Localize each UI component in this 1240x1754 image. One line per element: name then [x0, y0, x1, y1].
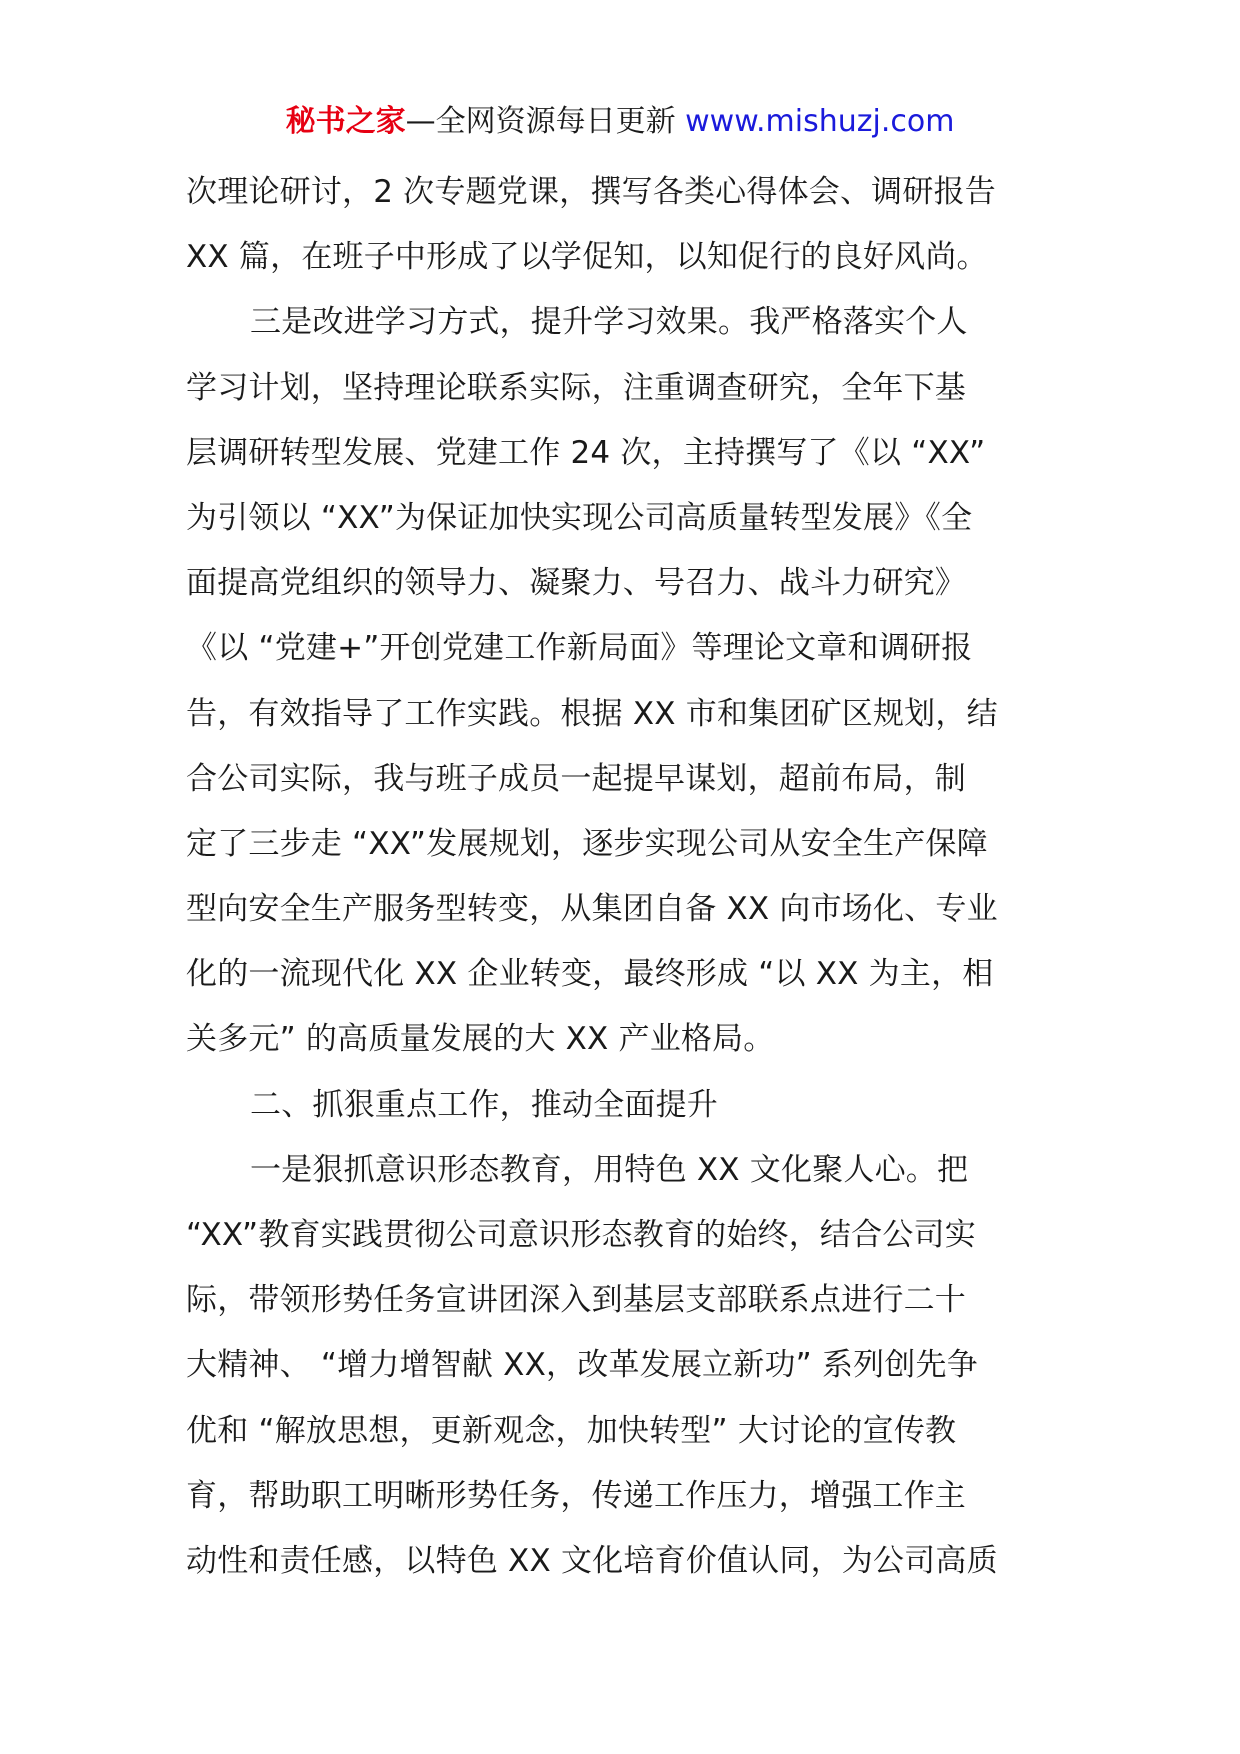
- text-line: 型向安全生产服务型转变，从集团自备 XX 向市场化、专业: [186, 891, 998, 928]
- text-line: XX 篇，在班子中形成了以学促知，以知促行的良好风尚。: [186, 239, 988, 276]
- text-line: 一是狠抓意识形态教育，用特色 XX 文化聚人心。把: [250, 1151, 969, 1188]
- text-line: 学习计划，坚持理论联系实际，注重调查研究，全年下基: [186, 369, 966, 406]
- text-line: 动性和责任感，以特色 XX 文化培育价值认同，为公司高质: [186, 1542, 998, 1579]
- text-line: 次理论研讨，2 次专题党课，撰写各类心得体会、调研报告: [186, 174, 996, 210]
- text-line: 二、抓狠重点工作，推动全面提升: [250, 1086, 718, 1123]
- text-line: 际，带领形势任务宣讲团深入到基层支部联系点进行二十: [186, 1282, 966, 1319]
- website-url[interactable]: www.mishuzj.com: [685, 104, 955, 139]
- page-header: [0, 100, 1240, 144]
- text-line: 为引领以 “XX”为保证加快实现公司高质量转型发展》《全: [186, 499, 973, 536]
- text-line: 三是改进学习方式，提升学习效果。我严格落实个人: [250, 304, 968, 341]
- text-line: 层调研转型发展、党建工作 24 次，主持撰写了《以 “XX”: [186, 434, 986, 471]
- text-line: “XX”教育实践贯彻公司意识形态教育的始终，结合公司实: [186, 1217, 976, 1253]
- text-line: 面提高党组织的领导力、凝聚力、号召力、战斗力研究》: [186, 565, 966, 602]
- text-line: 合公司实际，我与班子成员一起提早谋划，超前布局，制: [186, 760, 966, 797]
- text-line: 化的一流现代化 XX 企业转变，最终形成 “以 XX 为主，相: [186, 956, 994, 993]
- document-body: [186, 160, 1054, 1594]
- text-line: 《以 “党建+”开创党建工作新局面》等理论文章和调研报: [186, 630, 973, 667]
- text-line: 大精神、 “增力增智献 XX，改革发展立新功” 系列创先争: [186, 1347, 978, 1384]
- text-line: 育，帮助职工明晰形势任务，传递工作压力，增强工作主: [186, 1477, 966, 1514]
- header-tagline: —全网资源每日更新: [405, 104, 686, 139]
- text-line: 告，有效指导了工作实践。根据 XX 市和集团矿区规划，结: [186, 695, 998, 732]
- text-line: 关多元” 的高质量发展的大 XX 产业格局。: [186, 1021, 775, 1058]
- text-line: 定了三步走 “XX”发展规划，逐步实现公司从安全生产保障: [186, 825, 988, 862]
- text-line: 优和 “解放思想，更新观念，加快转型” 大讨论的宣传教: [186, 1412, 957, 1449]
- brand-name: 秘书之家: [285, 104, 406, 139]
